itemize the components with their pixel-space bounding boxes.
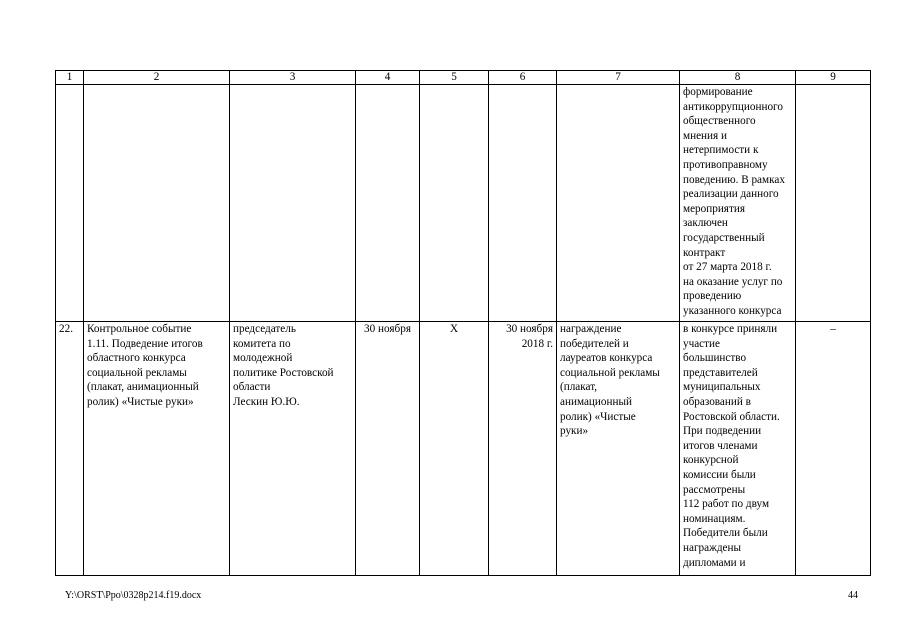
header-col-8: 8 bbox=[680, 71, 796, 85]
cell-empty bbox=[56, 85, 84, 322]
table-row-continued bbox=[56, 85, 871, 322]
cell-empty bbox=[796, 85, 871, 322]
header-col-1: 1 bbox=[56, 71, 84, 85]
cell-col5: Х bbox=[420, 322, 489, 576]
cell-actual-result: в конкурсе приняли участие большинство представителей муниципальных образований в Ростовской области. При подведении итогов членами конкурсной комиссии были рассмотрены 112 работ по двум номинациям. Победители были награждены дипломами и bbox=[680, 322, 796, 576]
cell-result-continued: формирование антикоррупционного общественного мнения и нетерпимости к противоправному поведению. В рамках реализации данного мероприятия заключен государственный контракт от 27 марта 2018 г. на оказание услуг по проведению указанного конкурса bbox=[680, 85, 796, 322]
cell-actual-date: 30 ноября 2018 г. bbox=[489, 322, 557, 576]
cell-responsible: председатель комитета по молодежной политике Ростовской области Лескин Ю.Ю. bbox=[230, 322, 356, 576]
header-col-7: 7 bbox=[557, 71, 680, 85]
cell-empty bbox=[420, 85, 489, 322]
header-col-6: 6 bbox=[489, 71, 557, 85]
footer-file-path: Y:\ORST\Ppo\0328p214.f19.docx bbox=[65, 590, 202, 601]
header-col-4: 4 bbox=[356, 71, 420, 85]
cell-event-name: Контрольное событие 1.11. Подведение итогов областного конкурса социальной рекламы (плакат, анимационный ролик) «Чистые руки» bbox=[84, 322, 230, 576]
table-row-22 bbox=[56, 322, 871, 576]
header-col-2: 2 bbox=[84, 71, 230, 85]
cell-empty bbox=[489, 85, 557, 322]
footer-page-number: 44 bbox=[848, 590, 858, 601]
cell-empty bbox=[356, 85, 420, 322]
cell-row-number: 22. bbox=[56, 322, 84, 576]
header-col-3: 3 bbox=[230, 71, 356, 85]
header-col-5: 5 bbox=[420, 71, 489, 85]
report-table bbox=[55, 70, 871, 576]
cell-col9: – bbox=[796, 322, 871, 576]
header-row bbox=[56, 71, 871, 85]
header-col-9: 9 bbox=[796, 71, 871, 85]
cell-empty bbox=[557, 85, 680, 322]
cell-planned-date: 30 ноября bbox=[356, 322, 420, 576]
cell-empty bbox=[230, 85, 356, 322]
cell-empty bbox=[84, 85, 230, 322]
cell-expected-result: награждение победителей и лауреатов конкурса социальной рекламы (плакат, анимационный ролик) «Чистые руки» bbox=[557, 322, 680, 576]
